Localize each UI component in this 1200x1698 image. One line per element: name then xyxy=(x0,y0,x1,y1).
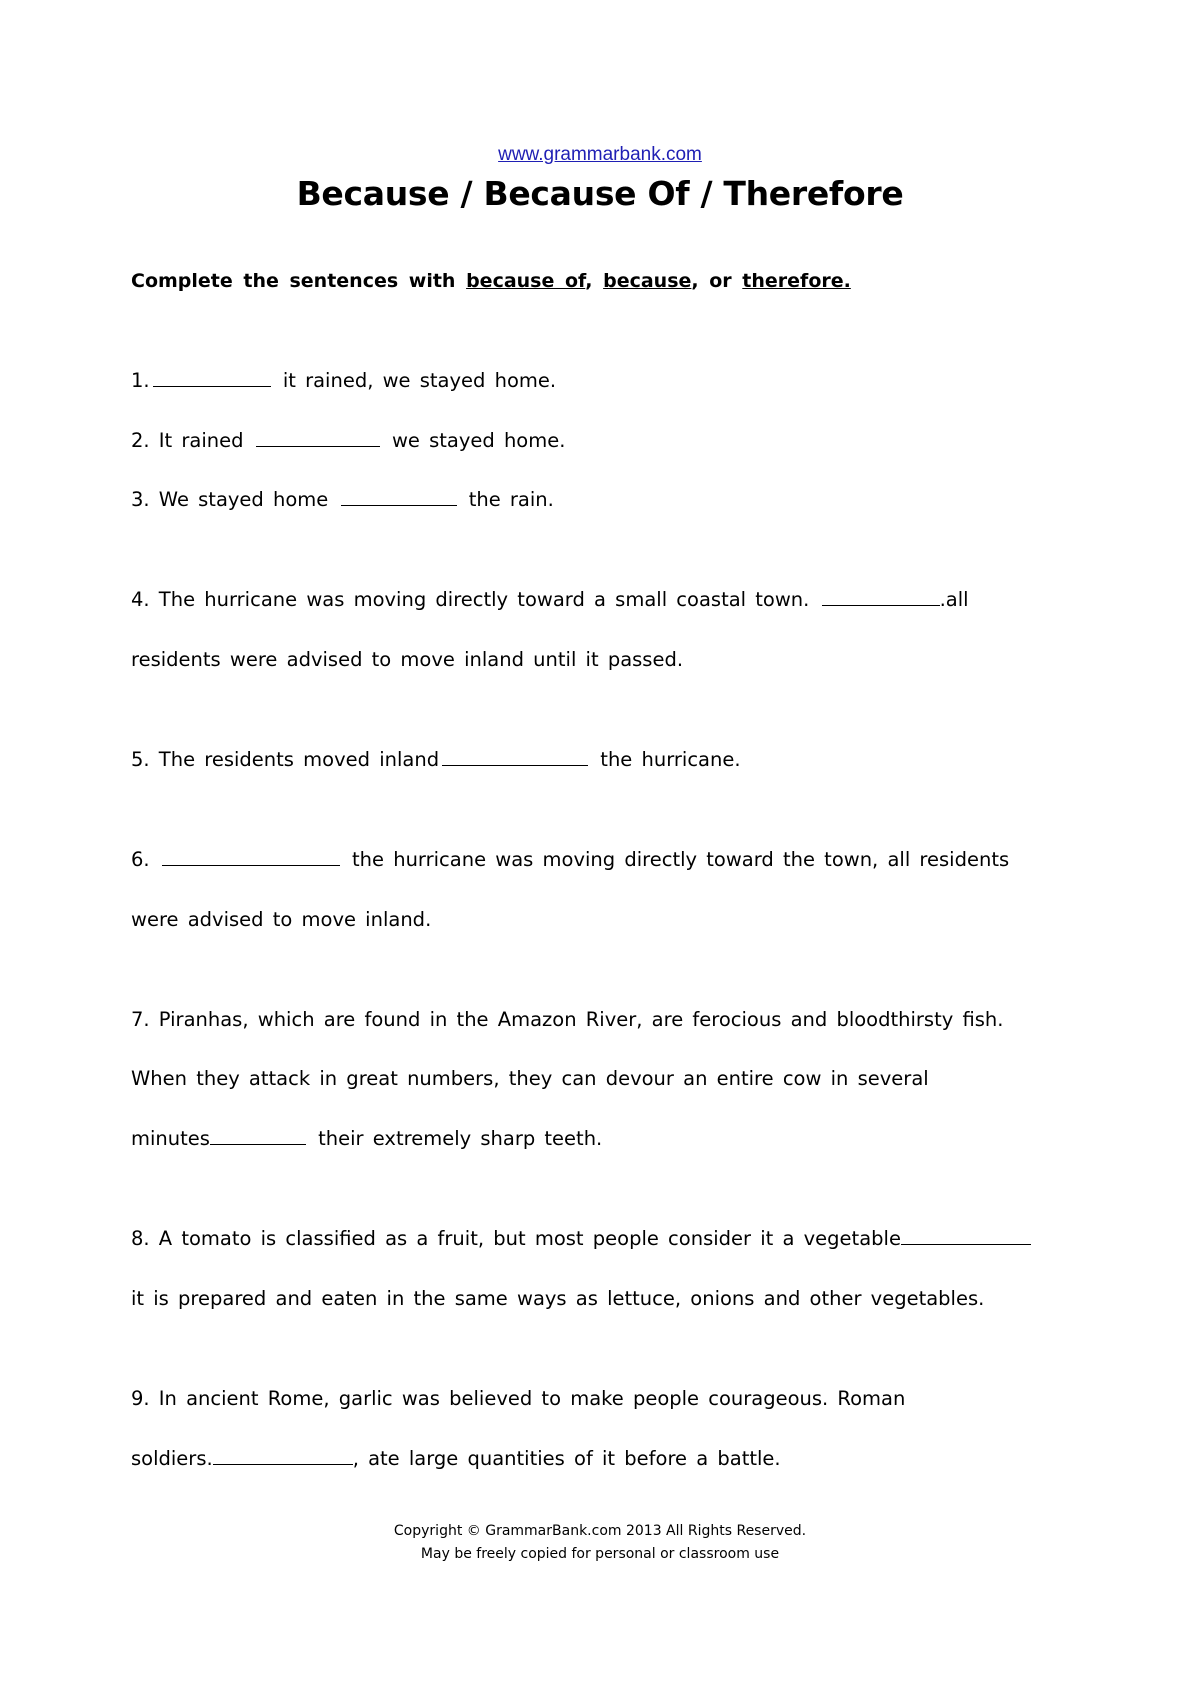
exercise-9: 9. In ancient Rome, garlic was believed to make people courageous. Roman xyxy=(131,1387,906,1410)
answer-blank[interactable] xyxy=(256,428,380,447)
option-because: because xyxy=(603,270,692,292)
exercise-text: 8. A tomato is classified as a fruit, but most people consider it a vegetable xyxy=(131,1227,901,1250)
exercise-text: the rain. xyxy=(468,488,554,511)
exercise-text: , ate large quantities of it before a battle. xyxy=(352,1447,781,1470)
copyright-notice: Copyright © GrammarBank.com 2013 All Rights Reserved. xyxy=(393,1523,807,1539)
answer-blank[interactable] xyxy=(822,587,940,606)
exercise-7: 7. Piranhas, which are found in the Amazon River, are ferocious and bloodthirsty fish. xyxy=(131,1008,1004,1031)
exercise-text: 5. The residents moved inland xyxy=(131,748,440,771)
exercise-number: 1. xyxy=(131,369,150,392)
exercise-5 xyxy=(131,747,741,773)
exercise-4 xyxy=(131,587,969,613)
page-title: Because / Because Of / Therefore xyxy=(296,174,904,213)
instructions-lead: Complete the sentences with xyxy=(131,270,456,292)
answer-blank[interactable] xyxy=(341,487,457,506)
exercise-text: minutes xyxy=(131,1127,210,1150)
exercise-text: the hurricane was moving directly toward the town, all residents xyxy=(352,848,1010,871)
answer-blank[interactable] xyxy=(153,368,271,387)
option-therefore: therefore. xyxy=(742,270,851,292)
exercise-text: it rained, we stayed home. xyxy=(282,369,557,392)
exercise-text: .all xyxy=(939,588,969,611)
exercise-7-continued: When they attack in great numbers, they can devour an entire cow in several xyxy=(131,1067,929,1090)
exercise-6-continued: were advised to move inland. xyxy=(131,908,432,931)
exercise-8 xyxy=(131,1226,1034,1252)
answer-blank[interactable] xyxy=(210,1126,306,1145)
exercise-text: 4. The hurricane was moving directly toward a small coastal town. xyxy=(131,588,810,611)
exercise-4-continued: residents were advised to move inland until it passed. xyxy=(131,648,684,671)
answer-blank[interactable] xyxy=(162,847,340,866)
exercise-7-continued xyxy=(131,1126,602,1152)
exercise-1 xyxy=(131,368,556,394)
answer-blank[interactable] xyxy=(901,1226,1031,1245)
answer-blank[interactable] xyxy=(213,1446,353,1465)
exercise-text: we stayed home. xyxy=(391,429,566,452)
exercise-text: their extremely sharp teeth. xyxy=(318,1127,603,1150)
exercise-3 xyxy=(131,487,554,513)
answer-blank[interactable] xyxy=(442,747,588,766)
exercise-8-continued: it is prepared and eaten in the same ways as lettuce, onions and other vegetables. xyxy=(131,1287,985,1310)
option-because-of: because of xyxy=(466,270,586,292)
exercise-text: the hurricane. xyxy=(600,748,741,771)
exercise-text: 3. We stayed home xyxy=(131,488,329,511)
usage-notice: May be freely copied for personal or classroom use xyxy=(420,1546,780,1562)
instructions-separator: , xyxy=(585,270,593,292)
exercise-text: 2. It rained xyxy=(131,429,244,452)
exercise-number: 6. xyxy=(131,848,150,871)
exercise-9-continued xyxy=(131,1446,781,1472)
instructions xyxy=(131,268,851,294)
site-link[interactable]: www.grammarbank.com xyxy=(498,144,702,165)
instructions-separator: , or xyxy=(691,270,732,292)
exercise-6 xyxy=(131,847,1009,873)
exercise-2 xyxy=(131,428,565,454)
exercise-text: soldiers. xyxy=(131,1447,213,1470)
